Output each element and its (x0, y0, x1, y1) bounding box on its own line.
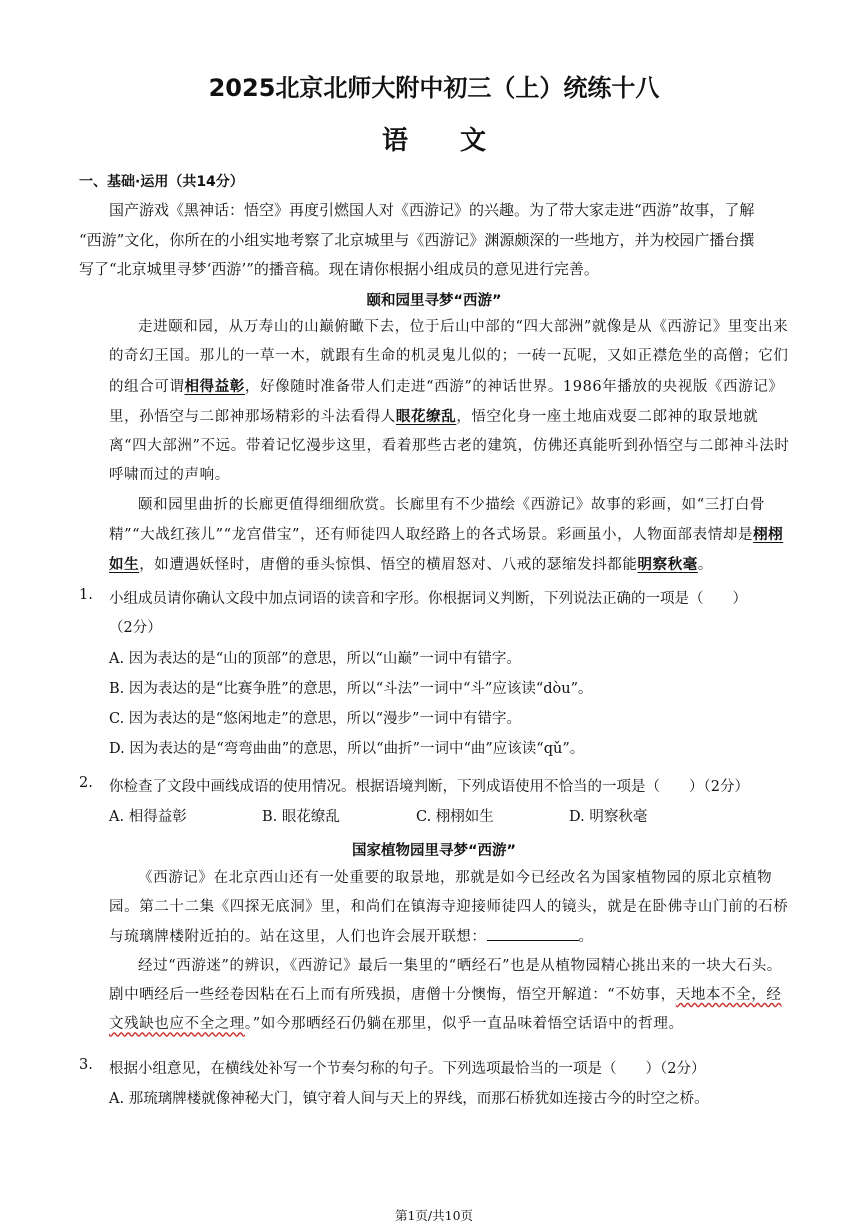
question-number: 2. (79, 775, 93, 791)
option-a[interactable]: A. 因为表达的是“山的顶部”的意思，所以“山巅”一词中有错字。 (109, 651, 521, 667)
intro-line-3: 写了“北京城里寻梦‘西游’”的播音稿。现在请你根据小组成员的意见进行完善。 (79, 260, 599, 278)
passage2-text: 《西游记》在北京西山还有一处重要的取景地，那就是如今已经改名为国家植物园的原北京植物园。第二十二集《四探无底洞》里，和尚们在镇海寺迎接师徒四人的镜头，就是在卧佛寺山门前的石桥与琉璃牌楼附近拍的。站在这里，人们也许会展开联想： (109, 870, 789, 945)
passage1-text: 。 (697, 557, 714, 574)
intro-paragraph (79, 196, 791, 285)
option-d[interactable]: D. 因为表达的是“弯弯曲曲”的意思，所以“曲折”一词中“曲”应该读“qǔ”。 (109, 741, 585, 757)
option-d[interactable]: D. 明察秋毫 (569, 809, 648, 825)
intro-line-1: 国产游戏《黑神话：悟空》再度引燃国人对《西游记》的兴趣。为了带大家走进“西游”故事，了解 (109, 201, 755, 219)
option-b[interactable]: B. 眼花缭乱 (262, 809, 340, 825)
passage2-text: 经过“西游迷”的辨识，《西游记》最后一集里的“晒经石”也是从植物园精心挑出来的一块大石头。剧中晒经后一些经卷因粘在石上而有所残损，唐僧十分懊悔，悟空开解道：“不妨事， (109, 957, 782, 1004)
passage2-text: 。”如今那晒经石仍躺在那里，似乎一直品味着悟空话语中的哲理。 (244, 1016, 684, 1033)
idiom-xuxu-rusheng: 栩栩如生 (109, 526, 784, 574)
passage2-text: 。 (578, 928, 594, 945)
passage1-text: ，如遭遇妖怪时，唐僧的垂头惊惧、悟空的横眉怒对、八戒的瑟缩发抖都能 (139, 557, 638, 574)
passage2-heading: 国家植物园里寻梦“西游” (351, 843, 517, 859)
passage1-heading: 颐和园里寻梦“西游” (366, 293, 502, 309)
question-number: 1. (79, 587, 93, 603)
passage1-text: ，悟空化身一座土地庙戏耍二郎神的取景地就离“四大部洲”不远。带着记忆漫步这里，看着那些古老的建筑，仿佛还真能听到孙悟空与二郎神斗法时呼啸而过的声响。 (109, 408, 790, 484)
passage2-paragraph-2 (109, 952, 791, 1040)
exam-title: 2025北京北师大附中初三（上）统练十八 (208, 74, 660, 102)
idiom-yanhua-liaoluan: 眼花缭乱 (395, 407, 457, 425)
passage1-paragraph-1 (109, 313, 791, 491)
passage2-body (109, 864, 791, 1040)
idiom-xiangde-yizhang: 相得益彰 (184, 377, 245, 395)
option-a[interactable]: A. 那琉璃牌楼就像神秘大门，镇守着人间与天上的界线，而那石桥犹如连接古今的时空之桥。 (109, 1091, 709, 1107)
question-score: （2分） (109, 620, 162, 636)
idiom-mingcha-qiuhao: 明察秋毫 (637, 556, 698, 574)
question-text: 你检查了文段中画线成语的使用情况。根据语境判断，下列成语使用不恰当的一项是（ ）（2分） (109, 779, 749, 795)
option-c[interactable]: C. 栩栩如生 (416, 809, 494, 825)
question-number: 3. (79, 1057, 93, 1073)
answer-blank[interactable] (487, 926, 579, 941)
passage1-text: 走进颐和园，从万寿山的山巅俯瞰下去，位于后山中部的“四大部洲”就像是从《西游记》里变出来的奇幻王国。那儿的一草一木，就跟有生命的机灵鬼儿似的；一砖一瓦呢，又如正襟危坐的高僧；它们的组合可谓 (109, 319, 789, 395)
option-a[interactable]: A. 相得益彰 (109, 809, 187, 825)
passage1-body (109, 313, 791, 581)
passage1-text: 颐和园里曲折的长廊更值得细细欣赏。长廊里有不少描绘《西游记》故事的彩画，如“三打白骨精”“大战红孩儿”“龙宫借宝”，还有师徒四人取经路上的各式场景。彩画虽小，人物面部表情却是 (109, 496, 766, 544)
subject-title: 语文 (381, 126, 538, 156)
question-text: 小组成员请你确认文段中加点词语的读音和字形。你根据词义判断，下列说法正确的一项是（ ） (109, 591, 747, 607)
option-c[interactable]: C. 因为表达的是“悠闲地走”的意思，所以“漫步”一词中有错字。 (109, 711, 521, 727)
passage1-text: ，好像随时准备带人们走进“西游”的神话世界。1986年播放的央视版《西游记》里，孙悟空与二郎神那场精彩的斗法看得人 (109, 378, 784, 425)
section-heading: 一、基础·运用（共14分） (79, 174, 244, 190)
wukong-quote: 天地本不全，经文残缺也应不全之理 (109, 987, 782, 1033)
passage1-paragraph-2 (109, 491, 791, 581)
option-b[interactable]: B. 因为表达的是“比赛争胜”的意思，所以“斗法”一词中“斗”应该读“dòu”。 (109, 681, 593, 697)
intro-line-2: “西游”文化，你所在的小组实地考察了北京城里与《西游记》渊源颇深的一些地方，并为校园广播台撰 (79, 230, 755, 249)
passage2-paragraph-1 (109, 864, 791, 952)
page-footer: 第1页/共10页 (394, 1208, 474, 1223)
question-text: 根据小组意见，在横线处补写一个节奏匀称的句子。下列选项最恰当的一项是（ ）（2分） (109, 1061, 706, 1077)
